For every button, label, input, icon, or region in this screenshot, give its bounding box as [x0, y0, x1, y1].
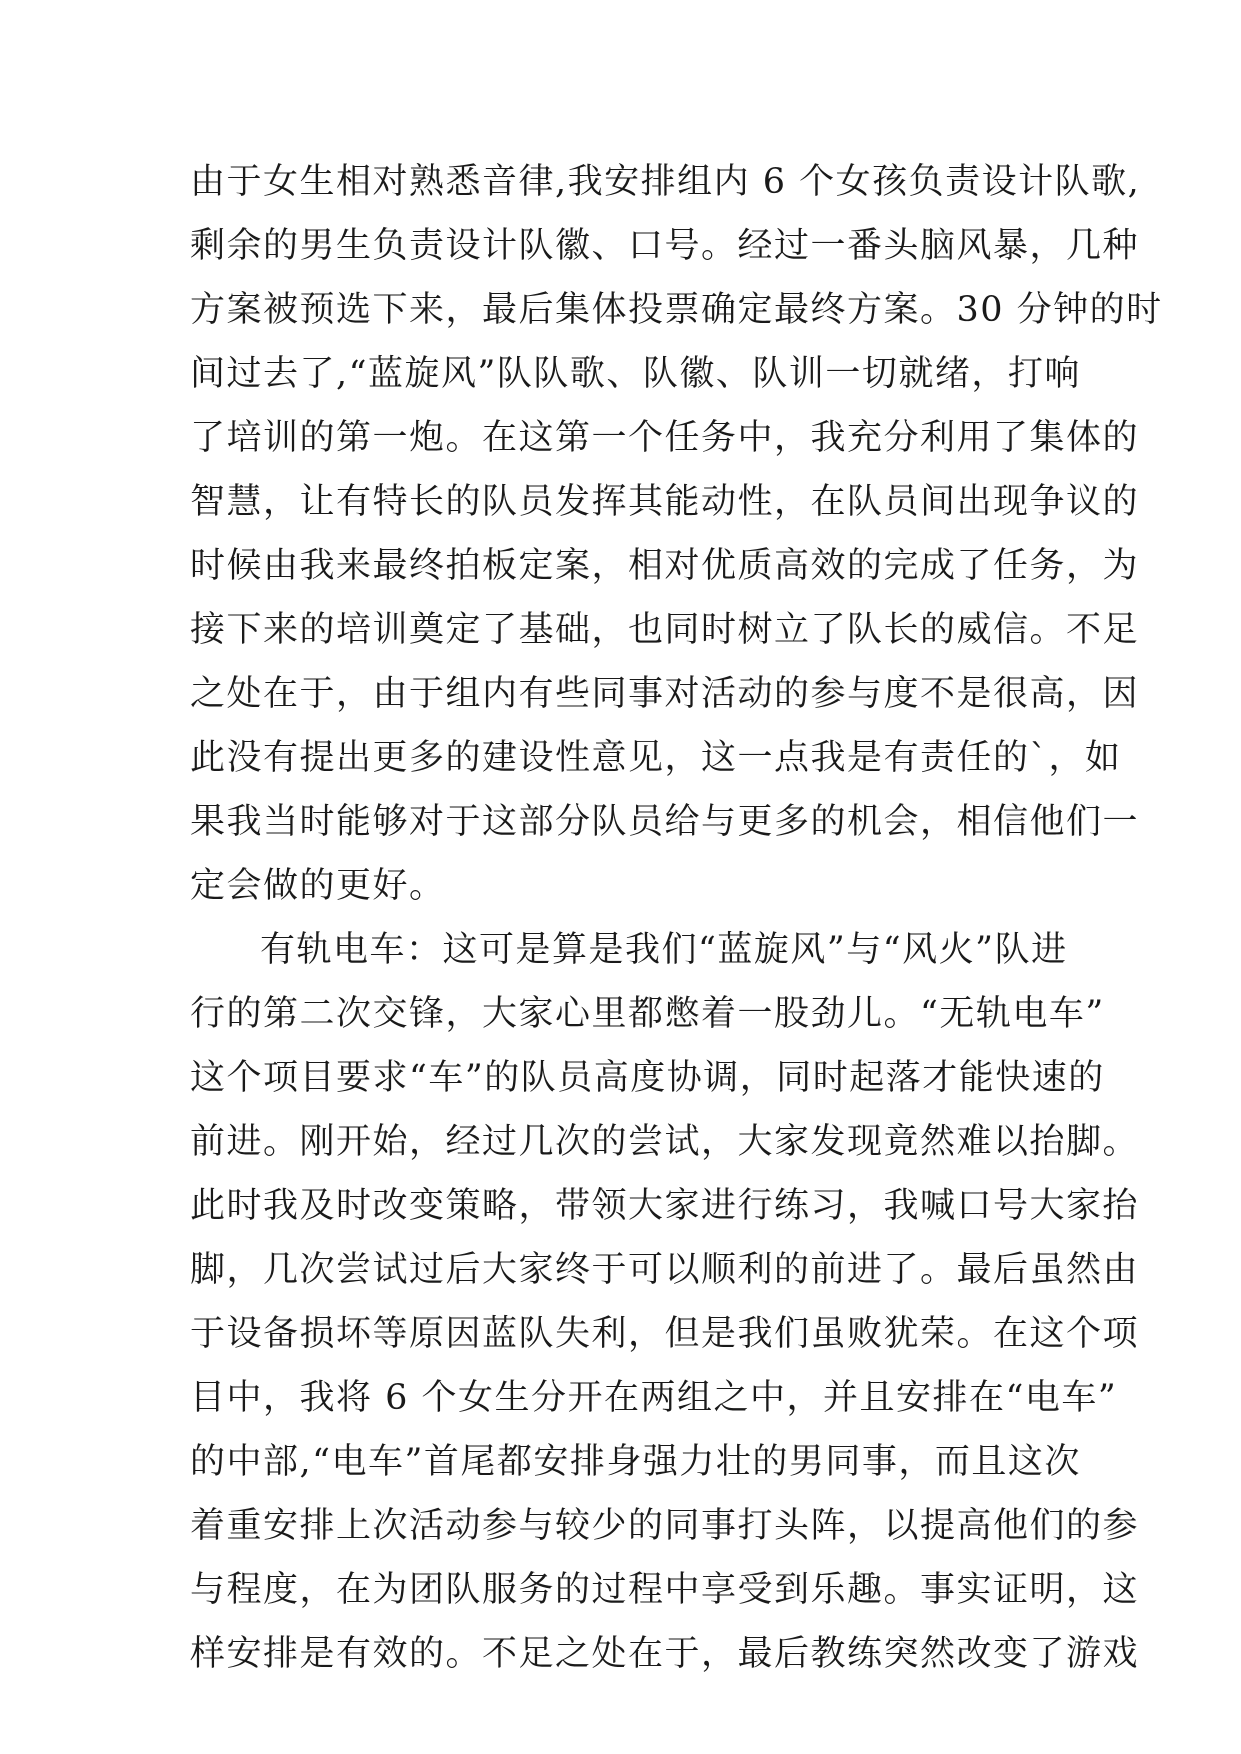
text-line: 智慧，让有特长的队员发挥其能动性，在队员间出现争议的 [190, 482, 1140, 522]
text-line: 此没有提出更多的建设性意见，这一点我是有责任的`，如 [190, 738, 1122, 778]
text-line: 果我当时能够对于这部分队员给与更多的机会，相信他们一 [190, 802, 1140, 842]
text-line: 与程度，在为团队服务的过程中享受到乐趣。事实证明，这 [190, 1570, 1140, 1610]
text-line: 样安排是有效的。不足之处在于，最后教练突然改变了游戏 [190, 1634, 1140, 1674]
text-line: 着重安排上次活动参与较少的同事打头阵，以提高他们的参 [190, 1506, 1140, 1546]
text-line: 这个项目要求“车”的队员高度协调，同时起落才能快速的 [190, 1058, 1105, 1098]
text-line: 剩余的男生负责设计队徽、口号。经过一番头脑风暴，几种 [190, 226, 1140, 266]
body-text [190, 150, 1163, 1686]
text-line: 于设备损坏等原因蓝队失利，但是我们虽败犹荣。在这个项 [190, 1314, 1140, 1354]
paragraph-start-line: 有轨电车：这可是算是我们“蓝旋风”与“风火”队进 [260, 930, 1068, 970]
text-line: 了培训的第一炮。在这第一个任务中，我充分利用了集体的 [190, 418, 1140, 458]
text-line: 的中部,“电车”首尾都安排身强力壮的男同事，而且这次 [190, 1442, 1081, 1482]
text-line: 定会做的更好。 [190, 866, 446, 906]
text-line: 由于女生相对熟悉音律,我安排组内 6 个女孩负责设计队歌, [190, 162, 1141, 202]
text-line: 行的第二次交锋，大家心里都憋着一股劲儿。“无轨电车” [190, 994, 1105, 1034]
text-line: 脚，几次尝试过后大家终于可以顺利的前进了。最后虽然由 [190, 1250, 1140, 1290]
text-line: 间过去了,“蓝旋风”队队歌、队徽、队训一切就绪，打响 [190, 354, 1081, 394]
text-line: 时候由我来最终拍板定案，相对优质高效的完成了任务，为 [190, 546, 1140, 586]
text-line: 前进。刚开始，经过几次的尝试，大家发现竟然难以抬脚。 [190, 1122, 1140, 1162]
text-line: 接下来的培训奠定了基础，也同时树立了队长的威信。不足 [190, 610, 1140, 650]
text-line: 方案被预选下来，最后集体投票确定最终方案。30 分钟的时 [190, 290, 1163, 330]
text-line: 之处在于，由于组内有些同事对活动的参与度不是很高，因 [190, 674, 1140, 714]
text-line: 此时我及时改变策略，带领大家进行练习，我喊口号大家抬 [190, 1186, 1140, 1226]
text-line: 目中，我将 6 个女生分开在两组之中，并且安排在“电车” [190, 1378, 1118, 1418]
